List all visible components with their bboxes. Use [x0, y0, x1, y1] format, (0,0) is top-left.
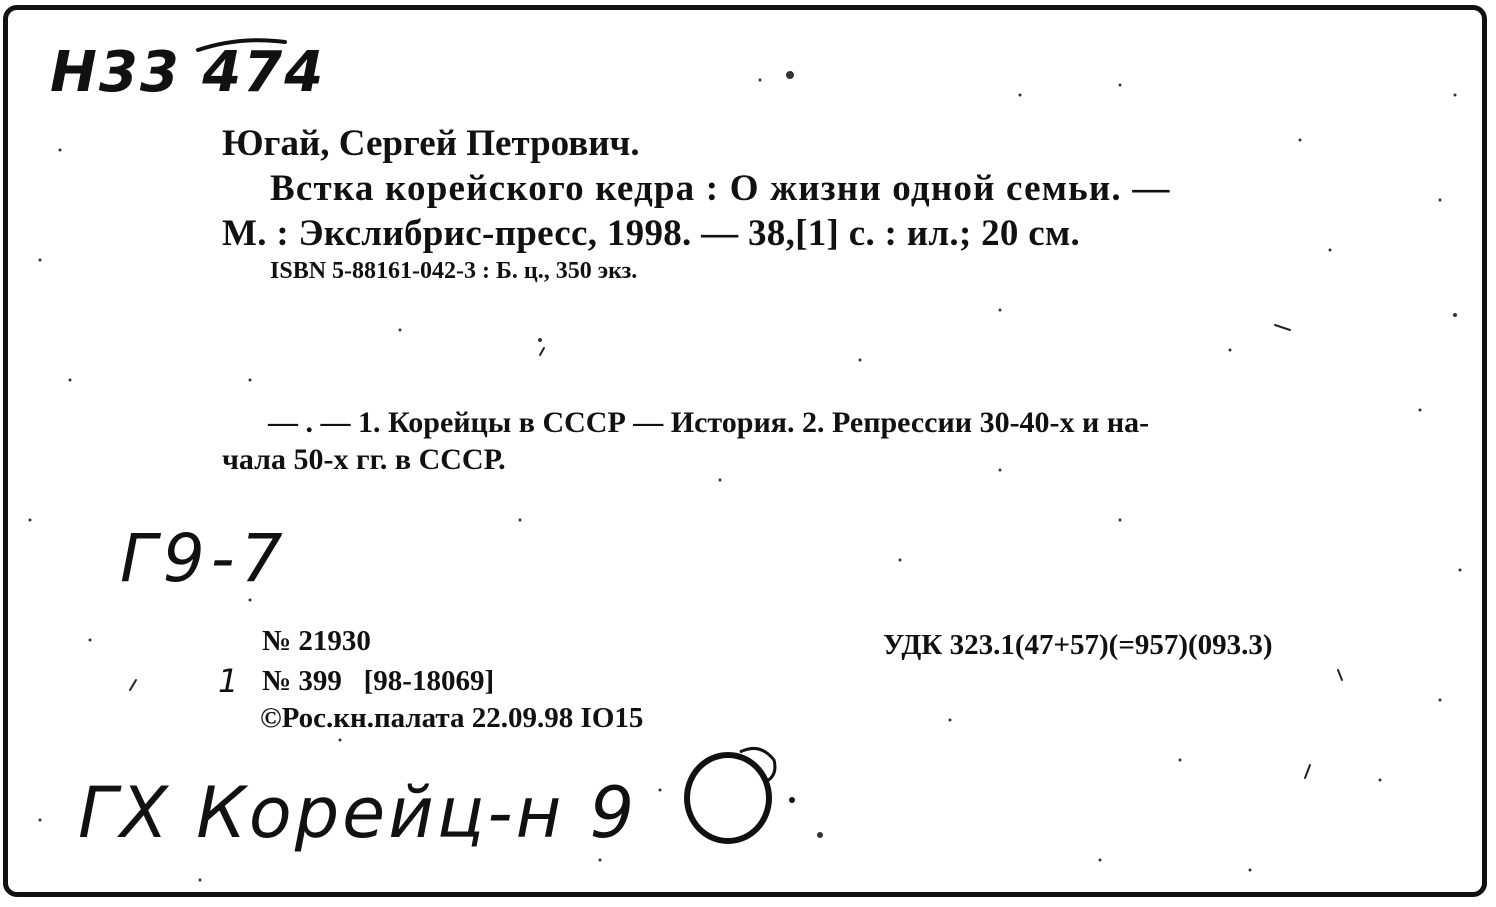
udk-index: УДК 323.1(47+57)(=957)(093.3) — [883, 629, 1273, 661]
subject-headings-line-1: — . — 1. Корейцы в СССР — История. 2. Репрессии 30-40-х и на- — [268, 406, 1150, 439]
card-number: № 399 [98-18069] — [262, 665, 495, 697]
book-chamber-line: ©Рос.кн.палата 22.09.98 IO15 — [260, 702, 644, 734]
title-statement: Встка корейского кедра : О жизни одной семьи. — — [270, 168, 1171, 209]
subject-headings-line-2: чала 50-х гг. в СССР. — [222, 443, 506, 476]
shelf-mark: Н33 474 — [50, 40, 326, 105]
author-heading: Югай, Сергей Петрович. — [222, 123, 640, 164]
imprint-statement: М. : Экслибрис-пресс, 1998. — 38,[1] с. : ил.; 20 см. — [222, 213, 1081, 254]
registration-number: № 21930 — [262, 625, 371, 657]
isbn-statement: ISBN 5-88161-042-3 : Б. ц., 350 экз. — [270, 258, 638, 284]
handwritten-class-mark: Г9-7 — [120, 520, 289, 597]
handwritten-location-note: ГХ Корейц-н 9 — [78, 772, 638, 854]
handwritten-tick-mark: 1 — [218, 662, 239, 700]
